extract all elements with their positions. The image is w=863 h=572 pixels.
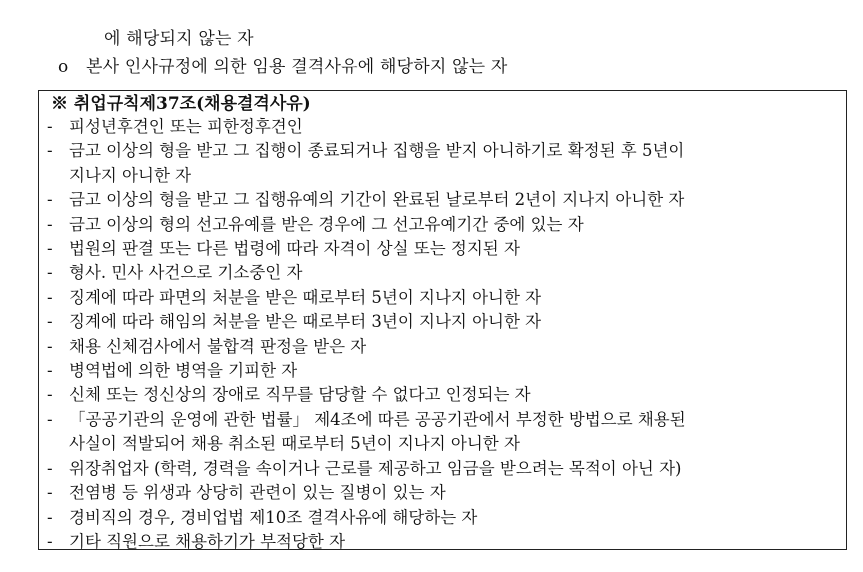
disqualification-list: [47, 115, 686, 554]
list-item: [47, 261, 686, 285]
list-item: [47, 383, 686, 407]
list-item: [47, 213, 686, 237]
list-item-text: 기타 직원으로 채용하기가 부적당한 자: [69, 531, 346, 551]
list-item-text: 형사. 민사 사건으로 기소중인 자: [69, 263, 303, 283]
list-item-text: 채용 신체검사에서 불합격 판정을 받은 자: [69, 336, 367, 356]
disqualification-box: [38, 90, 847, 550]
list-item: [47, 310, 686, 334]
list-item-text: 지나지 아니한 자: [69, 165, 192, 185]
dash-marker: -: [47, 117, 53, 136]
list-item-text: 사실이 적발되어 채용 취소된 때로부터 5년이 지나지 아니한 자: [69, 434, 520, 454]
dash-marker: -: [47, 458, 53, 478]
list-item-text: 징계에 따라 해임의 처분을 받은 때로부터 3년이 지나지 아니한 자: [69, 312, 542, 332]
dash-marker: -: [47, 214, 53, 234]
dash-marker: -: [47, 336, 53, 356]
list-item-text: 금고 이상의 형을 받고 그 집행이 종료되거나 집행을 받지 아니하기로 확정된 후 5년이: [69, 141, 685, 161]
list-item-text: 피성년후견인 또는 피한정후견인: [69, 117, 303, 136]
dash-marker: -: [47, 409, 53, 429]
list-item: [47, 139, 686, 163]
list-item: [47, 188, 686, 212]
dash-marker: -: [47, 361, 53, 381]
list-item: [47, 335, 686, 359]
dash-marker: -: [47, 507, 53, 527]
circle-bullet: o: [58, 57, 69, 77]
dash-marker: -: [47, 531, 53, 551]
dash-marker: -: [47, 287, 53, 307]
dash-marker: -: [47, 190, 53, 210]
box-title: ※ 취업규칙제37조(채용결격사유): [51, 94, 311, 114]
dash-marker: -: [47, 312, 53, 332]
list-item: [47, 506, 686, 530]
dash-marker: -: [47, 385, 53, 405]
dash-marker: -: [47, 239, 53, 259]
list-item-text: 금고 이상의 형을 받고 그 집행유예의 기간이 완료된 날로부터 2년이 지나지 아니한 자: [69, 190, 685, 210]
list-item-text: 신체 또는 정신상의 장애로 직무를 담당할 수 없다고 인정되는 자: [69, 385, 531, 405]
list-item: [47, 115, 686, 139]
list-item: [47, 286, 686, 310]
list-item-text: 병역법에 의한 병역을 기피한 자: [69, 361, 298, 381]
dash-marker: -: [47, 483, 53, 503]
list-item: [47, 481, 686, 505]
list-item-text: 법원의 판결 또는 다른 법령에 따라 자격이 상실 또는 정지된 자: [69, 239, 520, 259]
list-item-continuation: [47, 164, 686, 188]
list-item: [47, 408, 686, 432]
dash-marker: -: [47, 263, 53, 283]
list-item: [47, 359, 686, 383]
list-item-text: 위장취업자 (학력, 경력을 속이거나 근로를 제공하고 임금을 받으려는 목적이 아닌 자): [69, 458, 682, 478]
list-item-text: 경비직의 경우, 경비업법 제10조 결격사유에 해당하는 자: [69, 507, 478, 527]
preceding-text-line: 에 해당되지 않는 자: [104, 29, 254, 49]
list-item-text: 「공공기관의 운영에 관한 법률」 제4조에 따른 공공기관에서 부정한 방법으로 채용된: [69, 409, 686, 429]
list-item: [47, 530, 686, 554]
list-item-text: 징계에 따라 파면의 처분을 받은 때로부터 5년이 지나지 아니한 자: [69, 287, 542, 307]
dash-marker: -: [47, 141, 53, 161]
bullet-text: 본사 인사규정에 의한 임용 결격사유에 해당하지 않는 자: [86, 57, 508, 77]
list-item-text: 전염병 등 위생과 상당히 관련이 있는 질병이 있는 자: [69, 483, 446, 503]
list-item: [47, 457, 686, 481]
list-item-text: 금고 이상의 형의 선고유예를 받은 경우에 그 선고유예기간 중에 있는 자: [69, 214, 584, 234]
preceding-bullet-line: [58, 56, 508, 78]
list-item-continuation: [47, 432, 686, 456]
list-item: [47, 237, 686, 261]
